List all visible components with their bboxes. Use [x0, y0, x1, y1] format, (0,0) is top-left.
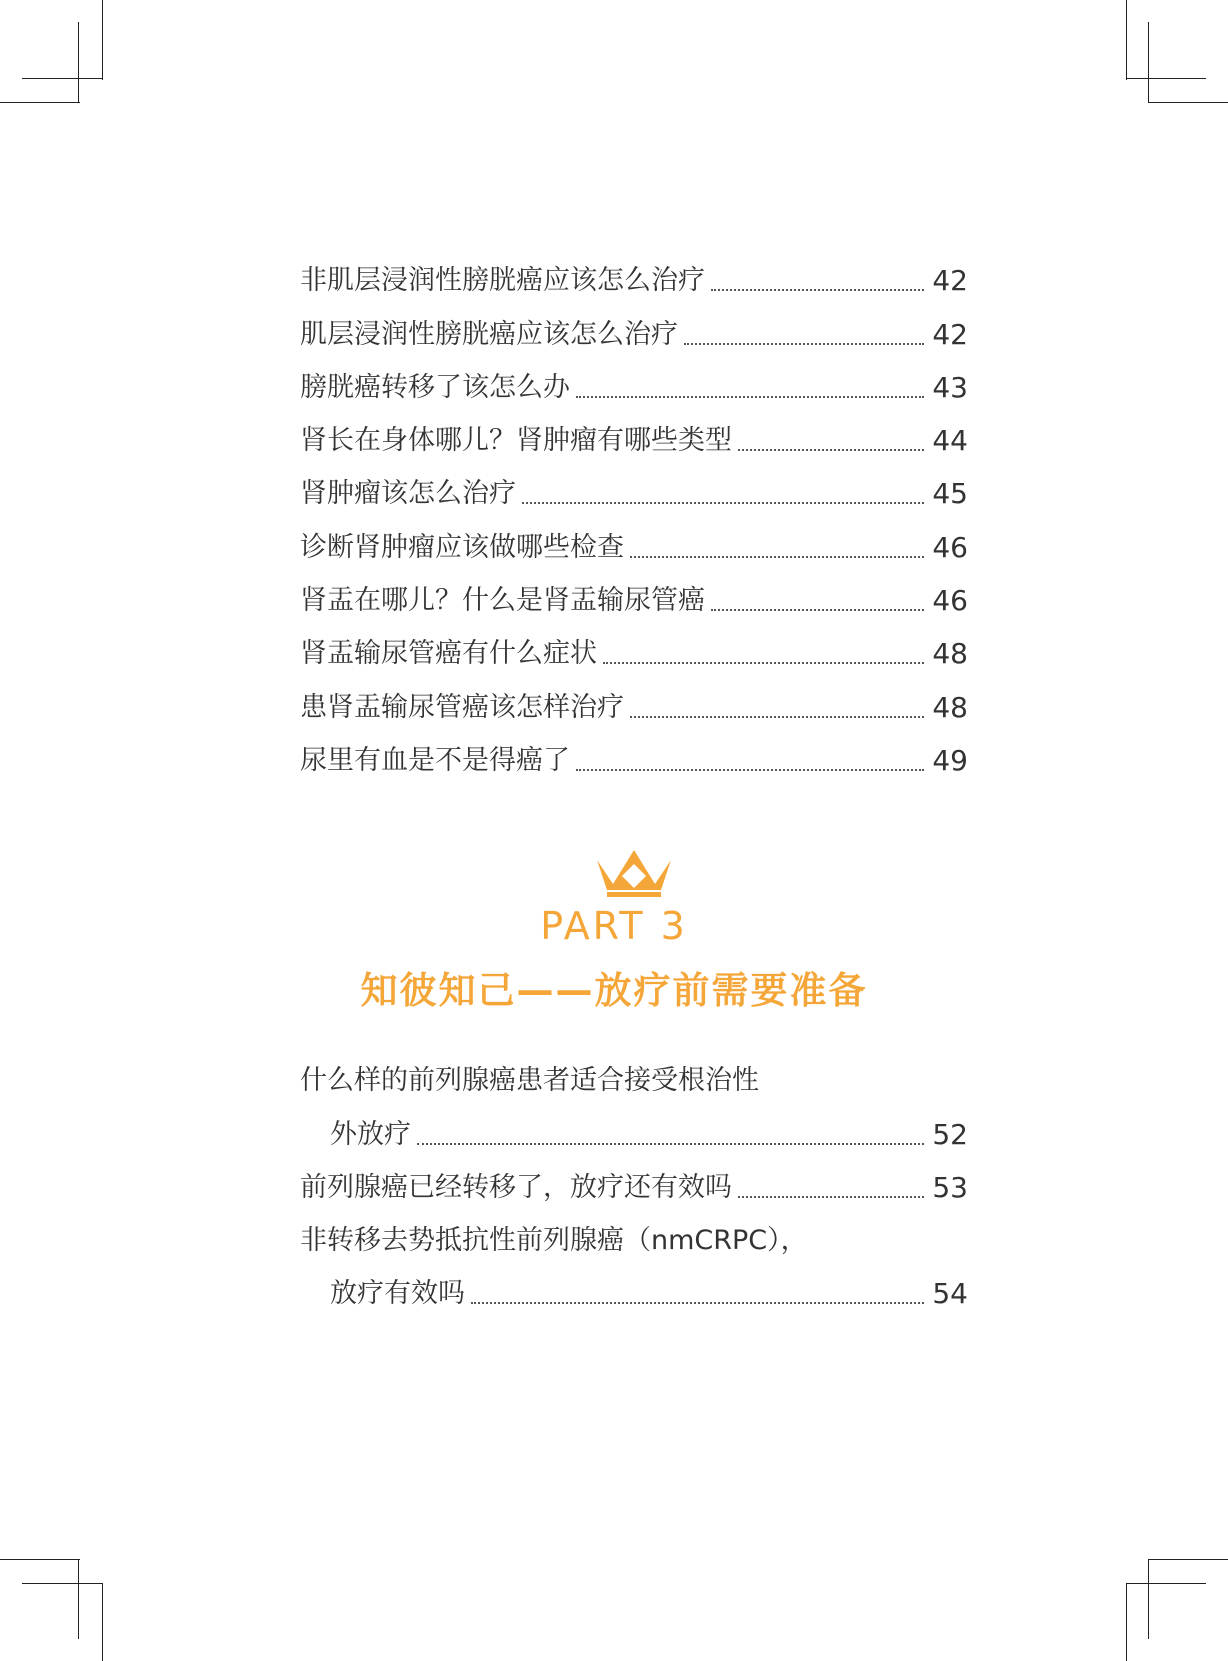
toc-title-continuation: 放疗有效吗 — [330, 1278, 465, 1310]
toc-title: 肌层浸润性膀胱癌应该怎么治疗 — [300, 318, 678, 350]
crop-mark — [22, 78, 102, 79]
toc-page: 48 — [932, 637, 968, 671]
toc-entry[interactable] — [300, 514, 968, 567]
toc-list — [300, 248, 968, 781]
toc-page: 52 — [932, 1117, 968, 1151]
toc-title: 诊断肾肿瘤应该做哪些检查 — [300, 531, 624, 563]
toc-entry[interactable] — [300, 674, 968, 727]
toc-title: 肾长在身体哪儿？肾肿瘤有哪些类型 — [300, 425, 732, 457]
crop-mark — [102, 1583, 103, 1661]
dot-leader — [630, 556, 924, 558]
toc-page: 46 — [932, 530, 968, 564]
toc-page: 49 — [932, 743, 968, 777]
crop-mark — [1126, 78, 1206, 79]
crop-mark — [1148, 1559, 1149, 1639]
toc-entry[interactable] — [300, 728, 968, 781]
toc-entry[interactable] — [300, 461, 968, 514]
toc-title: 肾盂输尿管癌有什么症状 — [300, 638, 597, 670]
dot-leader — [522, 502, 924, 504]
toc-entry[interactable] — [300, 248, 968, 301]
crown-icon — [595, 848, 673, 898]
toc-entry[interactable] — [300, 568, 968, 621]
toc-page: 53 — [932, 1170, 968, 1204]
toc-title: 患肾盂输尿管癌该怎样治疗 — [300, 691, 624, 723]
toc-page: 42 — [932, 264, 968, 298]
toc-entry[interactable] — [300, 301, 968, 354]
toc-title: 膀胱癌转移了该怎么办 — [300, 371, 570, 403]
dot-leader — [603, 662, 924, 664]
toc-page: 43 — [932, 370, 968, 404]
toc-title: 非转移去势抵抗性前列腺癌（nmCRPC）， — [300, 1225, 808, 1257]
crop-mark — [78, 22, 79, 102]
toc-entry[interactable] — [300, 1261, 968, 1314]
dot-leader — [711, 289, 924, 291]
toc-title: 什么样的前列腺癌患者适合接受根治性 — [300, 1065, 759, 1097]
toc-entry[interactable] — [300, 1101, 968, 1154]
toc-page: 44 — [932, 424, 968, 458]
dot-leader — [630, 716, 924, 718]
dot-leader — [576, 769, 924, 771]
dot-leader — [738, 449, 924, 451]
crop-mark — [1148, 1559, 1228, 1560]
dot-leader — [711, 609, 924, 611]
toc-page: 46 — [932, 584, 968, 618]
toc-page: 48 — [932, 690, 968, 724]
toc-page: 42 — [932, 317, 968, 351]
crop-mark — [1148, 102, 1228, 103]
toc-title: 肾肿瘤该怎么治疗 — [300, 478, 516, 510]
crop-mark — [22, 1583, 102, 1584]
toc-entry-heading-line[interactable] — [300, 1208, 968, 1261]
toc-title-continuation: 外放疗 — [330, 1118, 411, 1150]
part-title: 知彼知己——放疗前需要准备 — [360, 969, 868, 1012]
crop-mark — [1126, 1583, 1206, 1584]
toc-page: 54 — [932, 1277, 968, 1311]
crop-mark — [78, 1559, 79, 1639]
toc-page: 45 — [932, 477, 968, 511]
toc-list-part3 — [300, 1048, 968, 1314]
toc-entry[interactable] — [300, 621, 968, 674]
toc-title: 非肌层浸润性膀胱癌应该怎么治疗 — [300, 265, 705, 297]
dot-leader — [684, 343, 924, 345]
toc-title: 前列腺癌已经转移了，放疗还有效吗 — [300, 1171, 732, 1203]
toc-entry[interactable] — [300, 355, 968, 408]
dot-leader — [576, 396, 924, 398]
toc-entry[interactable] — [300, 1155, 968, 1208]
dot-leader — [417, 1143, 924, 1145]
toc-entry-heading-line[interactable] — [300, 1048, 968, 1101]
dot-leader — [738, 1196, 924, 1198]
part-number: PART 3 — [540, 904, 688, 948]
crop-mark — [1148, 22, 1149, 102]
crop-mark — [102, 0, 103, 80]
dot-leader — [471, 1302, 924, 1304]
toc-title: 肾盂在哪儿？什么是肾盂输尿管癌 — [300, 585, 705, 617]
crop-mark — [0, 102, 80, 103]
crop-mark — [1126, 0, 1127, 80]
crop-mark — [1126, 1583, 1127, 1661]
toc-title: 尿里有血是不是得癌了 — [300, 744, 570, 776]
crop-mark — [0, 1559, 80, 1560]
toc-entry[interactable] — [300, 408, 968, 461]
